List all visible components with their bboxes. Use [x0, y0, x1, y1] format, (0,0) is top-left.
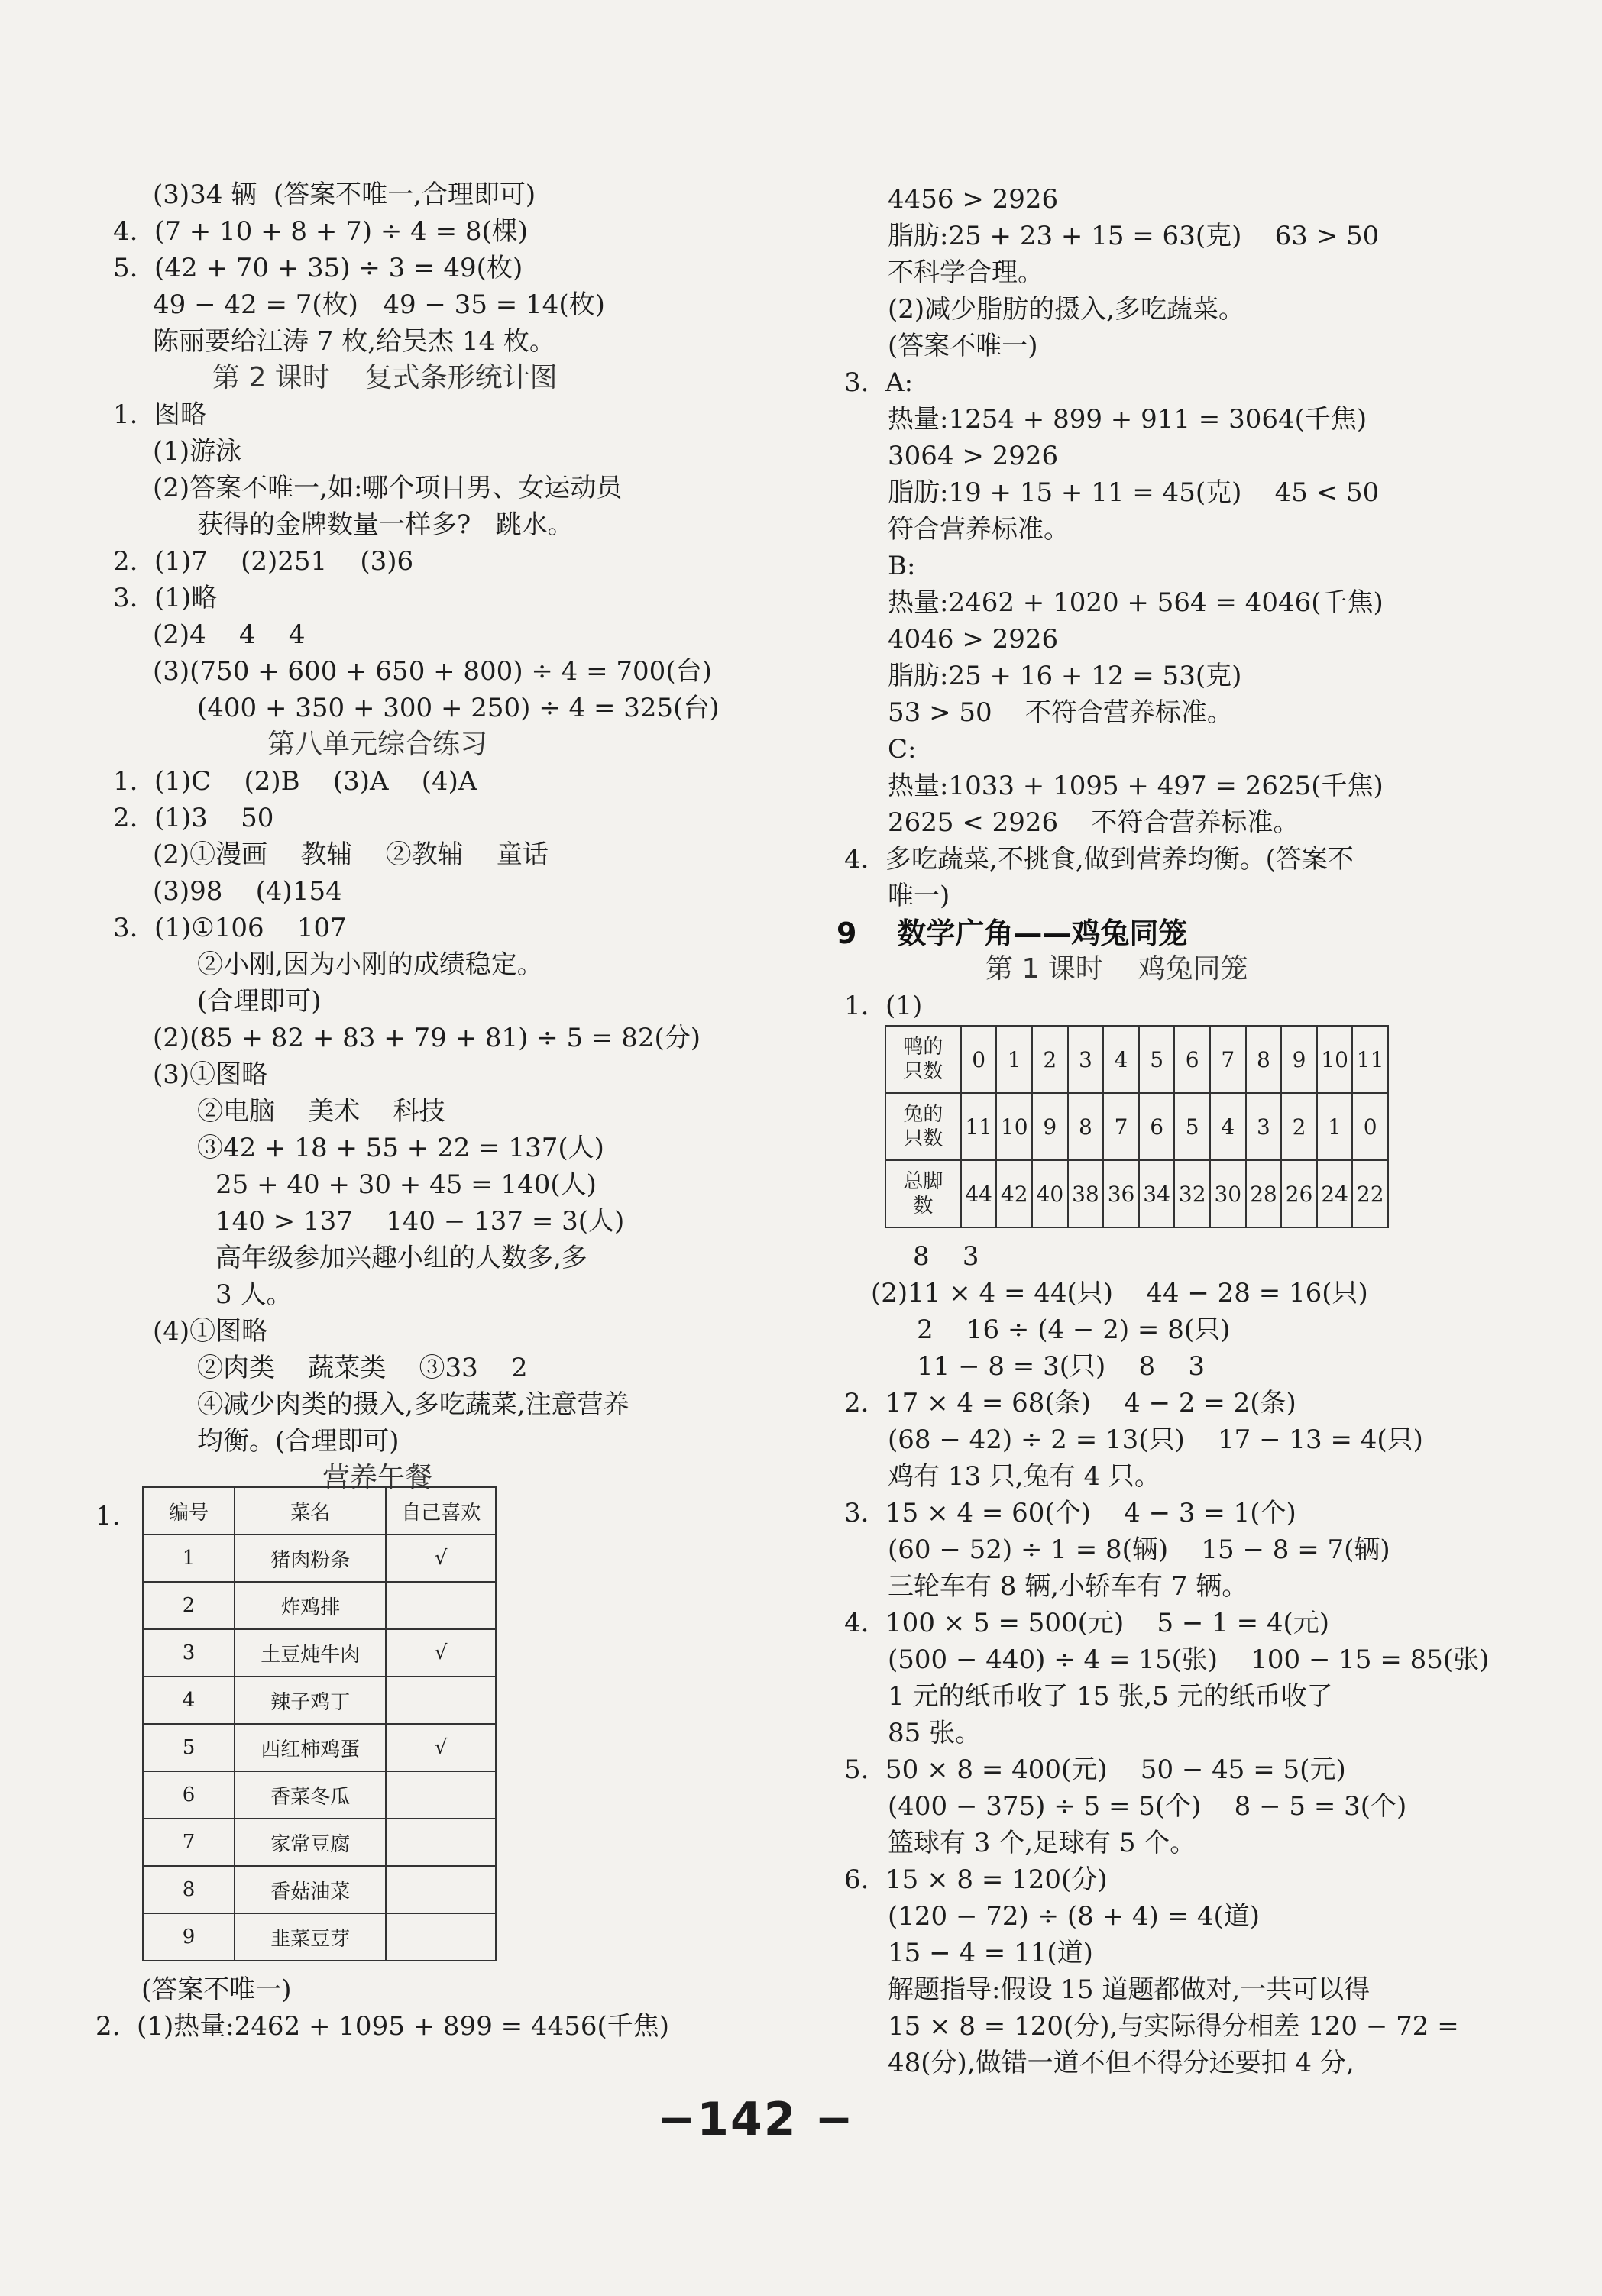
table-row — [885, 1160, 1388, 1227]
answer-line: 2. (1)3 50 — [113, 803, 274, 833]
dish-name: 家常豆腐 — [235, 1819, 386, 1866]
answer-line: 1. — [95, 1501, 121, 1531]
answer-line: (1)游泳 — [153, 436, 242, 467]
answer-line: 8 3 — [913, 1241, 979, 1272]
answer-line: 85 张。 — [888, 1718, 982, 1748]
cell: 26 — [1281, 1160, 1317, 1227]
cell: 1 — [1317, 1093, 1353, 1160]
answer-line: (2)答案不唯一,如:哪个项目男、女运动员 — [153, 473, 623, 503]
answer-line: 4. 100 × 5 = 500(元) 5 − 1 = 4(元) — [844, 1608, 1330, 1638]
section-heading: 第 1 课时 鸡兔同笼 — [985, 953, 1248, 985]
cell: 9 — [1281, 1026, 1317, 1093]
answer-line: 脂肪:25 + 23 + 15 = 63(克) 63 > 50 — [888, 221, 1380, 251]
dish-name: 韭菜豆芽 — [235, 1913, 386, 1961]
table-row — [143, 1534, 496, 1582]
like-mark — [386, 1677, 496, 1724]
answer-line: (3)98 (4)154 — [153, 876, 342, 907]
answer-line: 11 − 8 = 3(只) 8 3 — [917, 1351, 1205, 1382]
cell: 8 — [1068, 1093, 1104, 1160]
table-row — [143, 1724, 496, 1771]
cell: 36 — [1103, 1160, 1139, 1227]
like-mark — [386, 1819, 496, 1866]
answer-line: 4456 > 2926 — [888, 184, 1059, 215]
cell: 4 — [1210, 1093, 1246, 1160]
answer-line: 4046 > 2926 — [888, 624, 1059, 655]
cell: 7 — [1103, 1093, 1139, 1160]
dish-name: 猪肉粉条 — [235, 1534, 386, 1582]
answer-line: 脂肪:19 + 15 + 11 = 45(克) 45 < 50 — [888, 477, 1380, 508]
answer-line: 1. 图略 — [113, 399, 207, 430]
answer-line: 2. (1)热量:2462 + 1095 + 899 = 4456(千焦) — [95, 2011, 669, 2042]
table-row — [885, 1093, 1388, 1160]
answer-line: 鸡有 13 只,兔有 4 只。 — [888, 1461, 1160, 1492]
answer-line: 2. (1)7 (2)251 (3)6 — [113, 546, 414, 577]
answer-line: 25 + 40 + 30 + 45 = 140(人) — [215, 1169, 597, 1200]
dish-name: 辣子鸡丁 — [235, 1677, 386, 1724]
cell: 0 — [961, 1026, 997, 1093]
menu-table — [142, 1486, 497, 1961]
answer-line: 2. 17 × 4 = 68(条) 4 − 2 = 2(条) — [844, 1388, 1296, 1418]
answer-line: 3. A: — [844, 367, 914, 398]
menu-header: 编号 — [143, 1487, 235, 1534]
dish-number: 8 — [143, 1866, 235, 1913]
dish-number: 9 — [143, 1913, 235, 1961]
answer-line: ②小刚,因为小刚的成绩稳定。 — [197, 949, 543, 980]
dish-number: 7 — [143, 1819, 235, 1866]
answer-line: 140 > 137 140 − 137 = 3(人) — [215, 1206, 625, 1237]
answer-line: 3. (1)①106 107 — [113, 913, 347, 943]
answer-line: 1 元的纸币收了 15 张,5 元的纸币收了 — [888, 1681, 1333, 1712]
answer-line: 3064 > 2926 — [888, 441, 1059, 471]
answer-line: 不科学合理。 — [888, 257, 1044, 288]
answer-line: 1. (1)C (2)B (3)A (4)A — [113, 766, 477, 797]
answer-line: 5. (42 + 70 + 35) ÷ 3 = 49(枚) — [113, 253, 523, 283]
like-mark — [386, 1866, 496, 1913]
answer-line: (2)(85 + 82 + 83 + 79 + 81) ÷ 5 = 82(分) — [153, 1023, 701, 1053]
cell: 40 — [1032, 1160, 1068, 1227]
table-row — [143, 1629, 496, 1677]
like-mark — [386, 1771, 496, 1819]
cell: 3 — [1068, 1026, 1104, 1093]
menu-header: 菜名 — [235, 1487, 386, 1534]
answer-line: (2)①漫画 教辅 ②教辅 童话 — [153, 839, 549, 870]
answer-line: 热量:1033 + 1095 + 497 = 2625(千焦) — [888, 771, 1384, 801]
like-mark: √ — [386, 1724, 496, 1771]
answer-line: (120 − 72) ÷ (8 + 4) = 4(道) — [888, 1901, 1261, 1932]
answer-line: 解题指导:假设 15 道题都做对,一共可以得 — [888, 1974, 1371, 2005]
answer-line: (3)(750 + 600 + 650 + 800) ÷ 4 = 700(台) — [153, 656, 712, 687]
answer-line: (3)①图略 — [153, 1059, 268, 1090]
answer-line: 热量:1254 + 899 + 911 = 3064(千焦) — [888, 404, 1367, 435]
dish-name: 香菜冬瓜 — [235, 1771, 386, 1819]
row-label: 总脚 数 — [885, 1160, 961, 1227]
answer-line: (2)4 4 4 — [153, 619, 306, 650]
cell: 22 — [1352, 1160, 1388, 1227]
answer-line: B: — [888, 551, 916, 581]
answer-line: 三轮车有 8 辆,小轿车有 7 辆。 — [888, 1571, 1248, 1602]
answer-line: 2625 < 2926 不符合营养标准。 — [888, 807, 1299, 838]
section-heading: 第 2 课时 复式条形统计图 — [212, 362, 558, 393]
table-row — [143, 1677, 496, 1724]
dish-number: 5 — [143, 1724, 235, 1771]
answer-line: 6. 15 × 8 = 120(分) — [844, 1864, 1108, 1895]
cell: 8 — [1246, 1026, 1282, 1093]
answer-line: (500 − 440) ÷ 4 = 15(张) 100 − 15 = 85(张) — [888, 1644, 1490, 1675]
answer-line: 获得的金牌数量一样多? 跳水。 — [197, 509, 574, 540]
answer-line: (3)34 辆 (答案不唯一,合理即可) — [153, 179, 536, 210]
cell: 5 — [1139, 1026, 1175, 1093]
answer-line: (60 − 52) ÷ 1 = 8(辆) 15 − 8 = 7(辆) — [888, 1534, 1390, 1565]
answer-line: 高年级参加兴趣小组的人数多,多 — [215, 1243, 587, 1273]
like-mark — [386, 1582, 496, 1629]
answer-line: 53 > 50 不符合营养标准。 — [888, 697, 1233, 728]
row-label: 兔的 只数 — [885, 1093, 961, 1160]
cell: 4 — [1103, 1026, 1139, 1093]
section-heading: 第八单元综合练习 — [267, 729, 488, 760]
dish-name: 土豆炖牛肉 — [235, 1629, 386, 1677]
table-row — [143, 1582, 496, 1629]
answer-line: ④减少肉类的摄入,多吃蔬菜,注意营养 — [197, 1389, 629, 1420]
cell: 10 — [1317, 1026, 1353, 1093]
answer-line: 陈丽要给江涛 7 枚,给吴杰 14 枚。 — [153, 326, 555, 357]
answer-line: 48(分),做错一道不但不得分还要扣 4 分, — [888, 2048, 1354, 2078]
answer-line: 15 − 4 = 11(道) — [888, 1938, 1093, 1968]
cell: 28 — [1246, 1160, 1282, 1227]
dish-number: 6 — [143, 1771, 235, 1819]
answer-line: (400 + 350 + 300 + 250) ÷ 4 = 325(台) — [197, 693, 720, 723]
answer-line: 1. (1) — [844, 991, 923, 1021]
cell: 2 — [1281, 1093, 1317, 1160]
menu-header: 自己喜欢 — [386, 1487, 496, 1534]
answer-line: (400 − 375) ÷ 5 = 5(个) 8 − 5 = 3(个) — [888, 1791, 1407, 1822]
answer-line: 5. 50 × 8 = 400(元) 50 − 45 = 5(元) — [844, 1754, 1346, 1785]
answer-line: 均衡。(合理即可) — [197, 1426, 400, 1457]
answer-line: (答案不唯一) — [141, 1974, 292, 2005]
cell: 0 — [1352, 1093, 1388, 1160]
cell: 3 — [1246, 1093, 1282, 1160]
cell: 34 — [1139, 1160, 1175, 1227]
dish-number: 2 — [143, 1582, 235, 1629]
answer-line: 唯一) — [888, 881, 950, 911]
answer-line: (2)11 × 4 = 44(只) 44 − 28 = 16(只) — [871, 1278, 1368, 1308]
dish-name: 炸鸡排 — [235, 1582, 386, 1629]
page-number: −142 − — [657, 2093, 855, 2146]
like-mark: √ — [386, 1534, 496, 1582]
chicken-rabbit-table — [885, 1025, 1389, 1228]
answer-line: 符合营养标准。 — [888, 514, 1070, 545]
answer-line: (68 − 42) ÷ 2 = 13(只) 17 − 13 = 4(只) — [888, 1424, 1423, 1455]
answer-line: C: — [888, 734, 917, 765]
answer-line: (4)①图略 — [153, 1316, 268, 1347]
unit-title: 9 数学广角——鸡兔同笼 — [837, 917, 1188, 950]
cell: 5 — [1174, 1093, 1210, 1160]
table-row — [143, 1771, 496, 1819]
answer-line: 15 × 8 = 120(分),与实际得分相差 120 − 72 = — [888, 2011, 1459, 2042]
answer-line: (答案不唯一) — [888, 331, 1038, 361]
answer-line: ②电脑 美术 科技 — [197, 1096, 445, 1127]
answer-line: 49 − 42 = 7(枚) 49 − 35 = 14(枚) — [153, 289, 605, 320]
table-row — [885, 1026, 1388, 1093]
cell: 30 — [1210, 1160, 1246, 1227]
answer-line: 热量:2462 + 1020 + 564 = 4046(千焦) — [888, 587, 1384, 618]
cell: 24 — [1317, 1160, 1353, 1227]
cell: 44 — [961, 1160, 997, 1227]
cell: 32 — [1174, 1160, 1210, 1227]
cell: 11 — [961, 1093, 997, 1160]
table-row — [143, 1866, 496, 1913]
like-mark: √ — [386, 1629, 496, 1677]
dish-name: 西红柿鸡蛋 — [235, 1724, 386, 1771]
cell: 11 — [1352, 1026, 1388, 1093]
dish-number: 4 — [143, 1677, 235, 1724]
row-label: 鸭的 只数 — [885, 1026, 961, 1093]
dish-number: 3 — [143, 1629, 235, 1677]
table-row — [143, 1913, 496, 1961]
cell: 6 — [1139, 1093, 1175, 1160]
table-row — [143, 1819, 496, 1866]
cell: 6 — [1174, 1026, 1210, 1093]
answer-line: ③42 + 18 + 55 + 22 = 137(人) — [197, 1133, 604, 1163]
like-mark — [386, 1913, 496, 1961]
answer-line: 2 16 ÷ (4 − 2) = 8(只) — [917, 1315, 1231, 1345]
answer-line: 脂肪:25 + 16 + 12 = 53(克) — [888, 661, 1242, 691]
answer-line: ②肉类 蔬菜类 ③33 2 — [197, 1353, 528, 1383]
answer-line: 3 人。 — [215, 1279, 293, 1310]
answer-line: 4. 多吃蔬菜,不挑食,做到营养均衡。(答案不 — [844, 844, 1354, 875]
cell: 1 — [996, 1026, 1032, 1093]
answer-line: (2)减少脂肪的摄入,多吃蔬菜。 — [888, 294, 1244, 325]
cell: 2 — [1032, 1026, 1068, 1093]
cell: 42 — [996, 1160, 1032, 1227]
answer-line: 3. 15 × 4 = 60(个) 4 − 3 = 1(个) — [844, 1498, 1296, 1528]
cell: 38 — [1068, 1160, 1104, 1227]
section-heading: 营养午餐 — [322, 1462, 433, 1493]
cell: 7 — [1210, 1026, 1246, 1093]
cell: 9 — [1032, 1093, 1068, 1160]
answer-line: 3. (1)略 — [113, 583, 218, 613]
answer-line: 4. (7 + 10 + 8 + 7) ÷ 4 = 8(棵) — [113, 216, 529, 247]
answer-line: (合理即可) — [197, 986, 322, 1017]
answer-line: 篮球有 3 个,足球有 5 个。 — [888, 1828, 1196, 1858]
dish-number: 1 — [143, 1534, 235, 1582]
cell: 10 — [996, 1093, 1032, 1160]
dish-name: 香菇油菜 — [235, 1866, 386, 1913]
